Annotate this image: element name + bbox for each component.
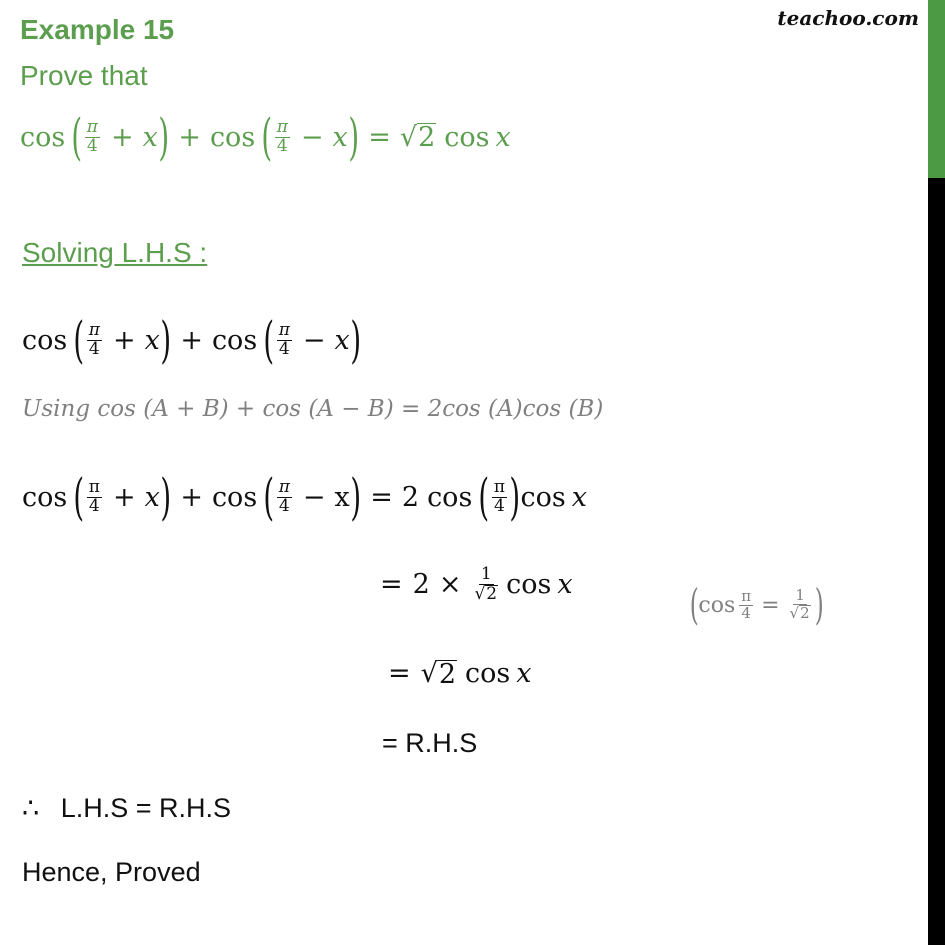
cos-fn: cos xyxy=(444,121,490,153)
var-x: x xyxy=(334,481,350,513)
paren: ( xyxy=(71,108,83,166)
paren: ) xyxy=(350,468,361,526)
minus: − xyxy=(300,121,324,153)
var-x: x xyxy=(334,324,350,356)
prove-label: Prove that xyxy=(20,60,148,91)
one: 1 xyxy=(480,564,492,584)
var-x: x xyxy=(144,324,160,356)
two: 2 xyxy=(418,122,436,154)
four: 4 xyxy=(86,135,98,156)
therefore-symbol: ∴ xyxy=(22,793,40,823)
paren: ) xyxy=(509,468,521,526)
pi-over-4 xyxy=(492,476,507,516)
cos-fn: cos xyxy=(520,481,566,513)
cos-fn: cos xyxy=(506,569,552,601)
plus: + xyxy=(180,324,203,356)
sqrt-2 xyxy=(400,122,436,153)
pi-over-4 xyxy=(739,586,753,622)
paren: ) xyxy=(350,311,361,369)
scrollbar-thumb[interactable] xyxy=(928,0,945,178)
proved-text: Hence, Proved xyxy=(22,857,201,887)
pi: π xyxy=(88,476,100,497)
sqrt-sign: √ xyxy=(474,583,486,604)
sqrt-sign: √ xyxy=(399,121,418,153)
cos-fn: cos xyxy=(209,121,256,153)
paren: ( xyxy=(263,468,275,526)
pi: π xyxy=(278,476,290,497)
cos-fn: cos xyxy=(427,481,473,513)
paren: ( xyxy=(73,311,85,369)
var-x: x xyxy=(144,481,160,513)
example-title: Example 15 xyxy=(20,14,175,45)
cos-fn: cos xyxy=(20,121,66,153)
equals: = xyxy=(370,481,393,513)
pi: π xyxy=(741,586,752,605)
pi: π xyxy=(276,116,288,137)
four: 4 xyxy=(88,495,100,516)
statement-equation xyxy=(20,108,511,166)
cos-fn: cos xyxy=(698,592,736,618)
paren: ( xyxy=(73,468,85,526)
equals: = xyxy=(388,658,411,689)
cos-pi-over-4-note xyxy=(689,580,824,629)
times: × xyxy=(438,569,462,601)
plus: + xyxy=(112,481,136,513)
minus: − xyxy=(302,481,326,513)
sqrt-2 xyxy=(790,605,811,622)
lhs-expression xyxy=(22,311,361,369)
sqrt-sign: √ xyxy=(420,658,438,689)
cos-fn: cos xyxy=(22,481,68,513)
pi-over-4 xyxy=(87,476,102,516)
plus: + xyxy=(178,121,201,153)
plus: + xyxy=(180,481,203,513)
paren: ) xyxy=(158,108,169,166)
cos-fn: cos xyxy=(465,658,511,689)
one: 1 xyxy=(795,586,805,605)
var-x: x xyxy=(571,481,587,513)
one-over-sqrt2 xyxy=(472,566,500,604)
var-x: x xyxy=(332,121,348,153)
paren: ( xyxy=(478,468,490,526)
identity-applied-equation xyxy=(22,468,587,526)
pi-over-4 xyxy=(87,319,102,359)
cos-fn: cos xyxy=(22,324,68,356)
two: 2 xyxy=(401,481,420,513)
paren: ) xyxy=(160,468,171,526)
var-x: x xyxy=(516,658,532,689)
two: 2 xyxy=(800,604,810,622)
pi-over-4 xyxy=(275,116,290,156)
four: 4 xyxy=(278,338,290,359)
identity-note: Using cos (A + B) + cos (A − B) = 2cos (A)cos (B) xyxy=(22,396,604,422)
solving-heading: Solving L.H.S : xyxy=(22,237,208,268)
equals: = xyxy=(368,121,391,153)
conclusion-text: L.H.S = R.H.S xyxy=(60,793,232,823)
equals: = xyxy=(761,592,780,618)
step-sqrt2-cos-x xyxy=(388,658,532,689)
paren: ( xyxy=(689,580,699,629)
pi-over-4 xyxy=(85,116,100,156)
pi: π xyxy=(88,319,100,340)
four: 4 xyxy=(493,495,505,516)
pi-over-4 xyxy=(277,319,292,359)
var-x: x xyxy=(495,121,511,153)
two: 2 xyxy=(486,583,498,604)
paren: ) xyxy=(348,108,359,166)
one-over-sqrt2 xyxy=(788,588,813,622)
minus: − xyxy=(302,324,326,356)
sqrt-sign: √ xyxy=(789,604,800,622)
four: 4 xyxy=(88,338,100,359)
pi: π xyxy=(86,116,98,137)
var-x: x xyxy=(142,121,158,153)
paren: ( xyxy=(261,108,273,166)
cos-fn: cos xyxy=(211,324,258,356)
pi: π xyxy=(493,476,505,497)
equals: = xyxy=(380,569,403,601)
cos-fn: cos xyxy=(211,481,258,513)
sqrt-2 xyxy=(474,585,498,604)
paren: ) xyxy=(814,580,824,629)
two: 2 xyxy=(412,569,430,601)
conclusion-line xyxy=(22,793,231,824)
four: 4 xyxy=(276,135,288,156)
paren: ) xyxy=(160,311,171,369)
var-x: x xyxy=(557,569,573,601)
paren: ( xyxy=(263,311,275,369)
plus: + xyxy=(112,324,136,356)
step-two-times-inv-sqrt2 xyxy=(380,566,573,604)
four: 4 xyxy=(741,603,751,622)
pi-over-4 xyxy=(277,476,292,516)
pi: π xyxy=(278,319,290,340)
four: 4 xyxy=(278,495,290,516)
rhs-result: = R.H.S xyxy=(382,728,478,758)
plus: + xyxy=(110,121,134,153)
two: 2 xyxy=(438,658,457,690)
sqrt-2 xyxy=(421,658,457,689)
teachoo-logo: teachoo.com xyxy=(777,6,919,30)
